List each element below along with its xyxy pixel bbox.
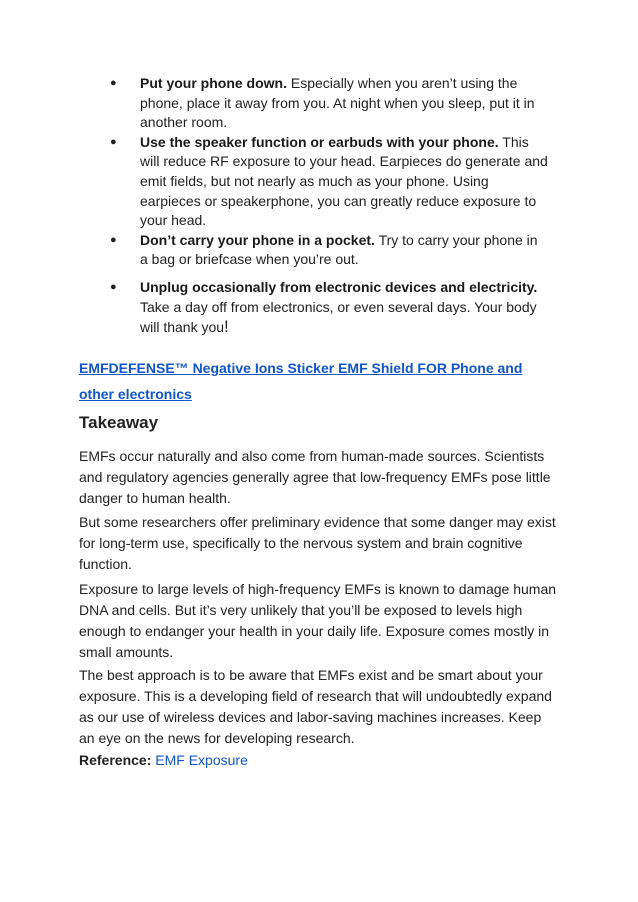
- reference-line: [79, 750, 248, 771]
- section-heading: Takeaway: [79, 413, 159, 432]
- tip-text: Take a day off from electronics, or even several days. Your body will thank you: [140, 298, 537, 336]
- list-item: [108, 278, 548, 338]
- list-item: [108, 231, 548, 270]
- paragraph: Exposure to large levels of high-frequency EMFs is known to damage human DNA and cells. But it’s very unlikely that you’ll be exposed to levels high enough to endanger your health in your daily life. Exposure comes mostly in small amounts.: [79, 581, 557, 660]
- bullet-icon: ●: [110, 280, 117, 293]
- product-link-block: [79, 355, 559, 407]
- tip-title: Use the speaker function or earbuds with your phone.: [140, 133, 499, 150]
- product-link[interactable]: EMFDEFENSE™ Negative Ions Sticker EMF Shield FOR Phone and other electronics: [79, 360, 523, 402]
- tip-text: Especially when you aren’t using the phone, place it away from you. At night when you sleep, put it in another room.: [140, 75, 535, 131]
- paragraph: EMFs occur naturally and also come from human-made sources. Scientists and regulatory agencies generally agree that low-frequency EMFs pose little danger to human health.: [79, 448, 551, 506]
- tip-title: Don’t carry your phone in a pocket.: [140, 231, 375, 248]
- tip-end: !: [224, 317, 229, 337]
- tip-title: Put your phone down.: [140, 75, 287, 91]
- list-item: [108, 133, 548, 231]
- paragraph: But some researchers offer preliminary evidence that some danger may exist for long-term use, specifically to the nervous system and brain cognitive function.: [79, 514, 556, 572]
- tip-title: Unplug occasionally from electronic devices and electricity.: [140, 278, 538, 295]
- tip-text: This will reduce RF exposure to your head. Earpieces do generate and emit fields, but not nearly as much as your phone. Using earpieces or speakerphone, you can greatly reduce exposure to your head.: [140, 133, 548, 229]
- tip-text: Try to carry your phone in a bag or briefcase when you’re out.: [140, 231, 538, 268]
- bullet-icon: ●: [110, 233, 117, 246]
- tips-list: [108, 74, 548, 338]
- reference-link[interactable]: EMF Exposure: [155, 752, 248, 768]
- list-item: [108, 74, 548, 133]
- bullet-icon: ●: [110, 77, 117, 89]
- bullet-icon: ●: [110, 135, 117, 148]
- reference-label: Reference:: [79, 752, 152, 768]
- paragraph: The best approach is to be aware that EMFs exist and be smart about your exposure. This is a developing field of research that will undoubtedly expand as our use of wireless devices and labor-saving machines increases. Keep an eye on the news for developing research.: [79, 667, 552, 746]
